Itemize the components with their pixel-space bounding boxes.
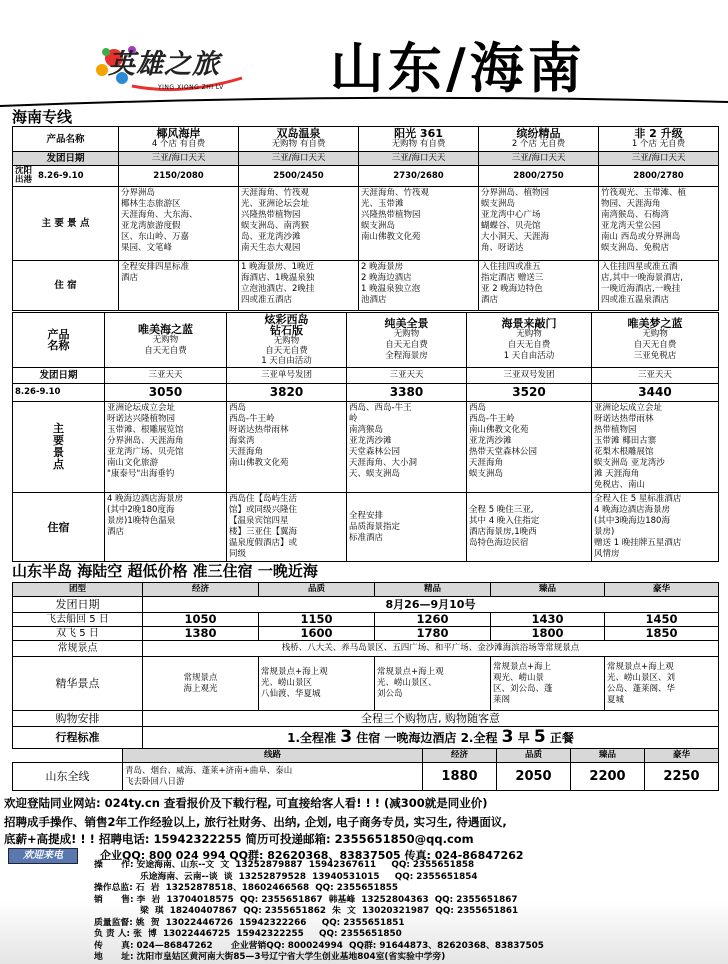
product-sub: 4 个店 有自费 <box>151 139 206 149</box>
hotel-cell: 西岛住【岛屿生活 馆】或同级兴隆住 【温泉宾馆四星 楼】三亚住【翼海 温泉度假酒店】或 同级 <box>227 493 347 562</box>
hotel-cell: 2 晚海景房 2 晚海边酒店 1 晚温泉独立泡 池酒店 <box>359 261 479 311</box>
spots-cell: 竹筏观光、玉带滩、植 物园、天涯海角 南湾猴岛、石梅湾 亚龙湾天堂公园 南山 西岛或分界洲岛 蜈支洲岛、免税店 <box>599 187 719 261</box>
price-cell: 1880 <box>423 763 497 791</box>
contact-line: 梁 琪 18240407867 QQ: 2355651862 朱 文 13020321987 QQ: 2355651861 <box>94 906 519 916</box>
price-cell: 2800/2750 <box>479 166 599 187</box>
date-cell: 三亚天天 <box>347 368 467 384</box>
col-header: 精品 <box>375 583 491 597</box>
page-title: 山东/海南 <box>330 37 586 100</box>
price-cell: 2150/2080 <box>119 166 239 187</box>
product-name: 纯美全景 <box>384 317 429 330</box>
price-cell: 1850 <box>605 627 719 641</box>
std-text: 1.全程准 <box>287 730 341 745</box>
row-label: 飞去船回 5 日 <box>13 613 143 627</box>
product-cell <box>467 313 592 368</box>
row-label: 行程标准 <box>13 727 143 749</box>
price-cell: 1430 <box>491 613 605 627</box>
label-hotel: 住 宿 <box>13 261 119 311</box>
label-shenyang: 沈阳 出港 <box>15 166 33 185</box>
date-cell: 三亚/海口天天 <box>359 152 479 166</box>
price-cell: 1150 <box>259 613 375 627</box>
spots-cell: 常规景点+海上观 光、崂山景区、 刘公岛 <box>375 657 491 711</box>
col-header: 豪华 <box>645 749 719 763</box>
col-header: 团型 <box>13 583 143 597</box>
shandong-table <box>12 582 719 749</box>
shopping-merged: 全程三个购物店, 购物随客意 <box>143 711 719 727</box>
shandong-section-title: 山东半岛 海陆空 超低价格 准三住宿 一晚近海 <box>12 562 318 580</box>
spots-cell: 分界洲岛、植物园 蜈支洲岛 亚龙湾中心广场 蝴蝶谷、贝壳馆 大小洞天、天涯海 角、呀诺达 <box>479 187 599 261</box>
label-spots: 主 要 景 点 <box>13 187 119 261</box>
col-header: 豪华 <box>605 583 719 597</box>
contact-line: 操 作: 安途海南、山东--文 文 13252879887 15942367611 QQ: 2355651858 <box>94 860 475 870</box>
col-header: 品质 <box>497 749 571 763</box>
hotel-cell: 全程安排 品质海景指定 标准酒店 <box>347 493 467 562</box>
row-label: 双飞 5 日 <box>13 627 143 641</box>
product-cell <box>599 127 719 152</box>
hainan-table-2 <box>12 312 719 562</box>
std-text: 住宿 <box>352 730 381 745</box>
date-cell: 三亚/海口天天 <box>119 152 239 166</box>
price-cell: 1260 <box>375 613 491 627</box>
product-name: 非 2 升级 <box>634 127 683 140</box>
label-product: 产品 名称 <box>13 313 105 368</box>
label-product: 产品名称 <box>13 127 119 152</box>
spots-cell: 亚洲论坛成立会址 呀诺达兴隆植物园 玉带滩、根雕展览馆 分界洲岛、天涯海角 亚龙湾广场、贝壳馆 南山文化旅游 "康泰号"出海垂钓 <box>105 402 227 493</box>
product-name: 唯美海之蓝 <box>138 322 193 336</box>
product-sub: 无购物 自天无自费 全程海景房 <box>385 329 428 361</box>
label-date-range: 8.26-9.10 <box>13 384 105 402</box>
hotel-cell: 全程安排四星标准 酒店 <box>119 261 239 311</box>
col-header: 臻品 <box>491 583 605 597</box>
price-cell: 1380 <box>143 627 259 641</box>
spots-cell: 常规景点+海上 观光、崂山景 区、刘公岛、蓬 莱阁 <box>491 657 605 711</box>
contact-line: 负 责 人: 张 博 13022446725 15942322255 QQ: 2355651850 <box>94 929 402 939</box>
spots-merged: 栈桥、八大关、养马岛景区、五四广场、和平广场、金沙滩海滨浴场等常规景点 <box>143 641 719 657</box>
date-cell: 三亚单号发团 <box>227 368 347 384</box>
product-cell <box>347 313 467 368</box>
product-sub: 无购物 有自费 <box>391 139 446 149</box>
spots-cell: 常规景点+海上观 光、崂山景区 八仙渡、华夏城 <box>259 657 375 711</box>
label-date: 发团日期 <box>13 368 105 384</box>
row-label: 发团日期 <box>13 597 143 613</box>
std-text: 一晚海边酒店 <box>380 730 457 745</box>
spots-cell: 亚洲论坛成立会址 呀诺达热带雨林 热带植物园 玉带滩 椰田古寨 花梨木根雕展馆 蜈支洲岛 亚龙湾沙 滩 天涯海角 免税店、南山 <box>592 402 719 493</box>
product-name: 椰风海岸 <box>156 127 201 140</box>
product-sub: 无购物 自天无自费 1 天自由活动 <box>261 336 312 366</box>
price-cell: 1450 <box>605 613 719 627</box>
contact-line: 操作总监: 石 岩 13252878518、18602466568 QQ: 2355651855 <box>94 883 398 893</box>
price-cell: 3380 <box>347 384 467 402</box>
spots-cell: 西岛 西岛-牛王岭 南山佛教文化苑 亚龙湾沙滩 热带天堂森林公园 天涯海角 蜈支洲岛 <box>467 402 592 493</box>
product-cell <box>119 127 239 152</box>
price-cell: 1780 <box>375 627 491 641</box>
logo-pinyin: YING XIONG ZHI LV <box>158 84 224 91</box>
spots-cell: 天涯海角、竹筏观 光、玉带滩 兴隆热带植物园 蜈支洲岛 南山佛教文化苑 <box>359 187 479 261</box>
contacts-list <box>94 860 714 964</box>
product-cell <box>239 127 359 152</box>
product-sub: 无购物 自天无自费 <box>144 334 187 356</box>
product-cell <box>592 313 719 368</box>
product-name: 海景来敲门 <box>501 317 557 330</box>
std-number: 3 <box>340 726 353 747</box>
std-number: 3 <box>501 726 514 747</box>
contact-line: 传 真: 024—86847262 企业营销QQ: 800024994 QQ群: 91644873、82620368、83837505 <box>94 940 544 951</box>
spots-cell: 天涯海角、竹筏观 光、亚洲论坛会址 兴隆热带植物园 蜈支洲岛、南湾猴 岛、亚龙湾沙滩 南天生态大观园 <box>239 187 359 261</box>
quanxian-table <box>12 748 719 791</box>
logo <box>92 38 272 96</box>
product-cell <box>105 313 227 368</box>
price-cell: 3520 <box>467 384 592 402</box>
departure-cell <box>13 166 119 187</box>
col-header: 经济 <box>423 749 497 763</box>
std-text: 早 <box>513 730 534 745</box>
price-cell: 1800 <box>491 627 605 641</box>
qq-line: 企业QQ: 800 024 994 QQ群: 82620368、83837505 传真: 024-86847262 <box>100 849 524 862</box>
price-cell: 2050 <box>497 763 571 791</box>
contact-line: 地 址: 沈阳市皇姑区黄河南大街85—3号辽宁省大学生创业基地804室(省实验中学旁) <box>94 952 446 962</box>
label-date-range: 8.26-9.10 <box>38 171 84 181</box>
empty-cell <box>13 749 123 763</box>
col-header: 经济 <box>143 583 259 597</box>
price-cell: 3820 <box>227 384 347 402</box>
std-text: 正餐 <box>545 730 574 745</box>
product-name: 阳光 361 <box>394 127 443 140</box>
standard-merged <box>143 727 719 749</box>
date-cell: 三亚天天 <box>105 368 227 384</box>
col-header: 品质 <box>259 583 375 597</box>
row-label: 山东全线 <box>13 763 123 791</box>
welcome-badge: 欢迎来电 <box>8 848 78 864</box>
hotel-cell: 1 晚海景房、1晚近 海酒店、1晚温泉独 立泡池酒店、2晚挂 四或准五酒店 <box>239 261 359 311</box>
hotel-cell: 全程 5 晚住三亚, 其中 4 晚入住指定 酒店海景房,1晚西 岛特色海边民宿 <box>467 493 592 562</box>
price-cell: 2250 <box>645 763 719 791</box>
label-date: 发团日期 <box>13 152 119 166</box>
col-header: 线路 <box>123 749 423 763</box>
price-cell: 1600 <box>259 627 375 641</box>
date-cell: 三亚/海口天天 <box>599 152 719 166</box>
product-sub: 2 个店 无自费 <box>511 139 566 149</box>
hotel-cell: 4 晚海边酒店海景房 (其中2晚180度海 景房)1晚特色温泉 酒店 <box>105 493 227 562</box>
contact-line: 质量监督: 姚 贺 13022446726 15942322266 QQ: 2355651851 <box>94 917 405 928</box>
date-cell: 三亚/海口天天 <box>239 152 359 166</box>
product-name: 双岛温泉 <box>276 127 321 140</box>
title-underline-icon <box>0 96 728 108</box>
hotel-cell: 入住挂四或准五 指定酒店 赠送三 亚 2 晚海边特色 酒店 <box>479 261 599 311</box>
spots-cell: 常规景点+海上观 光、崂山景区、刘 公岛、蓬莱阁、华 夏城 <box>605 657 719 711</box>
label-hotel: 住宿 <box>13 493 105 562</box>
price-cell: 3050 <box>105 384 227 402</box>
product-sub: 无购物 自天无自费 1 天自由活动 <box>503 329 555 361</box>
logo-text: 英雄之旅 <box>108 49 220 80</box>
spots-cell: 常规景点 海上观光 <box>143 657 259 711</box>
recruit-contact-line: 底薪+高提成! ! ! 招聘电话: 15942322255 简历可投递邮箱: 2355651850@qq.com <box>4 832 474 846</box>
price-cell: 1050 <box>143 613 259 627</box>
spots-cell: 西岛、西岛-牛王 岭 南湾猴岛 亚龙湾沙滩 天堂森林公园 天涯海角、大小洞 天、蜈支洲岛 <box>347 402 467 493</box>
hotel-cell: 入住挂四星或准五酒 店,其中一晚海景酒店, 一晚近海酒店,一晚挂 四或准五温泉酒店 <box>599 261 719 311</box>
product-cell <box>479 127 599 152</box>
row-label: 精华景点 <box>13 657 143 711</box>
website-line: 欢迎登陆同业网站: 024ty.cn 查看报价及下载行程, 可直接给客人看! ! ! (减300就是同业价) <box>4 796 488 810</box>
date-cell: 三亚/海口天天 <box>479 152 599 166</box>
std-number: 5 <box>533 726 546 747</box>
product-sub: 无购物 自天无自费 三亚免税店 <box>633 329 677 361</box>
price-cell: 2200 <box>571 763 645 791</box>
price-cell: 2800/2780 <box>599 166 719 187</box>
product-name: 缤纷精品 <box>516 127 561 140</box>
hotel-cell: 全程入住 5 星标准酒店 4 晚海边酒店海景房 (其中3晚海边180海 景房) 赠送 1 晚挂牌五星酒店 风情房 <box>592 493 719 562</box>
hainan-section-title: 海南专线 <box>12 108 73 126</box>
recruit-line: 招聘成手操作、销售2年工作经验以上, 旅行社财务、出纳, 企划, 电子商务专员, 实习生, 待遇面议, <box>4 815 507 829</box>
contact-line: 销 售: 李 岩 13704018575 QQ: 2355651867 韩基峰 13252804363 QQ: 2355651867 <box>94 894 518 905</box>
date-cell: 三亚天天 <box>592 368 719 384</box>
std-text: 2.全程 <box>456 730 502 745</box>
date-merged: 8月26—9月10号 <box>143 597 719 613</box>
product-name: 唯美梦之蓝 <box>627 317 683 330</box>
product-cell <box>227 313 347 368</box>
product-sub: 1 个店 无自费 <box>631 139 686 149</box>
route-cell: 青岛、烟台、威海、蓬莱+济南+曲阜、泰山 飞去卧回八日游 <box>123 763 423 791</box>
product-name: 炫彩西岛 钻石版 <box>264 313 309 337</box>
spots-cell: 分界洲岛 椰林生态旅游区 天涯海角、大东海、 亚龙湾旅游度假 区、东山岭、万嘉 果园、文笔峰 <box>119 187 239 261</box>
product-sub: 无购物 有自费 <box>271 139 326 149</box>
row-label: 常规景点 <box>13 641 143 657</box>
hainan-table-1 <box>12 126 719 311</box>
date-cell: 三亚双号发团 <box>467 368 592 384</box>
col-header: 臻品 <box>571 749 645 763</box>
price-cell: 2500/2450 <box>239 166 359 187</box>
label-spots: 主 要 景 点 <box>13 402 105 493</box>
contact-line: 乐途海南、云南--谈 谈 13252879528 13940531015 QQ: 2355651854 <box>94 871 478 882</box>
row-label: 购物安排 <box>13 711 143 727</box>
price-cell: 3440 <box>592 384 719 402</box>
product-cell <box>359 127 479 152</box>
spots-cell: 西岛 西岛-牛王岭 呀诺达热带雨林 海棠湾 天涯海角 南山佛教文化苑 <box>227 402 347 493</box>
price-cell: 2730/2680 <box>359 166 479 187</box>
